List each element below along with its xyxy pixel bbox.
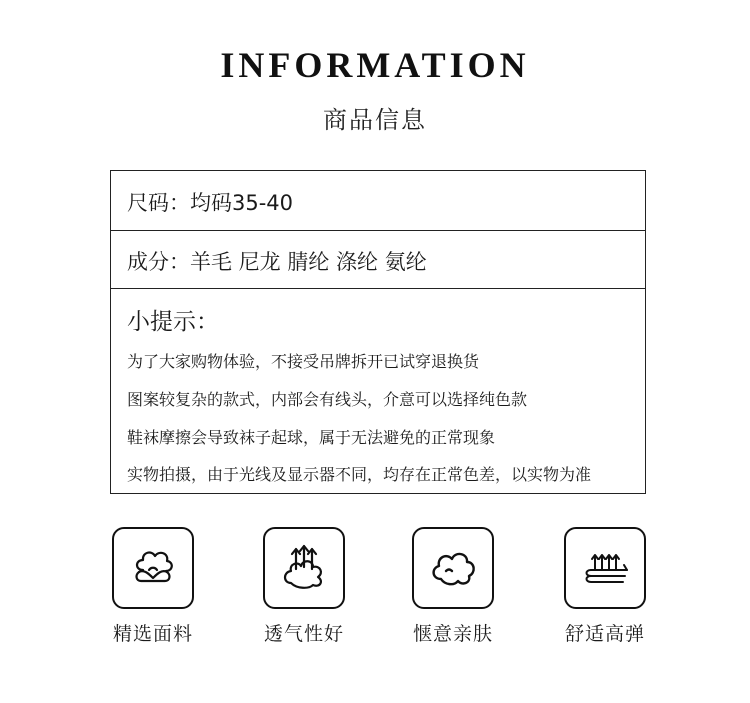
elastic-layers-icon [564, 527, 646, 609]
tip-line: 为了大家购物体验，不接受吊牌拆开已试穿退换货 [127, 352, 480, 371]
feature-label: 精选面料 [112, 623, 193, 645]
product-info-table [110, 170, 646, 494]
feature-skin-friendly [403, 527, 503, 646]
tip-line: 鞋袜摩擦会导致袜子起球，属于无法避免的正常现象 [127, 428, 496, 447]
feature-label: 舒适高弹 [564, 623, 645, 645]
feature-premium-fabric [103, 527, 203, 646]
feature-label: 透气性好 [263, 623, 344, 645]
tips-section [111, 289, 645, 494]
soft-cloud-icon [412, 527, 494, 609]
size-row [111, 171, 645, 231]
feature-comfort-elastic [555, 527, 655, 646]
material-row [111, 231, 645, 289]
cotton-fabric-icon [112, 527, 194, 609]
tip-line: 图案较复杂的款式，内部会有线头，介意可以选择纯色款 [127, 390, 528, 409]
tips-title: 小提示： [127, 309, 219, 335]
page-title-en: INFORMATION [220, 45, 530, 85]
feature-label: 惬意亲肤 [412, 623, 493, 645]
feature-breathable [254, 527, 354, 646]
page-title-cn: 商品信息 [323, 106, 427, 134]
breathable-cloud-icon [263, 527, 345, 609]
tip-line: 实物拍摄，由于光线及显示器不同，均存在正常色差，以实物为准 [127, 465, 592, 484]
size-text: 尺码：均码35-40 [127, 191, 294, 215]
material-text: 成分：羊毛 尼龙 腈纶 涤纶 氨纶 [127, 250, 427, 274]
